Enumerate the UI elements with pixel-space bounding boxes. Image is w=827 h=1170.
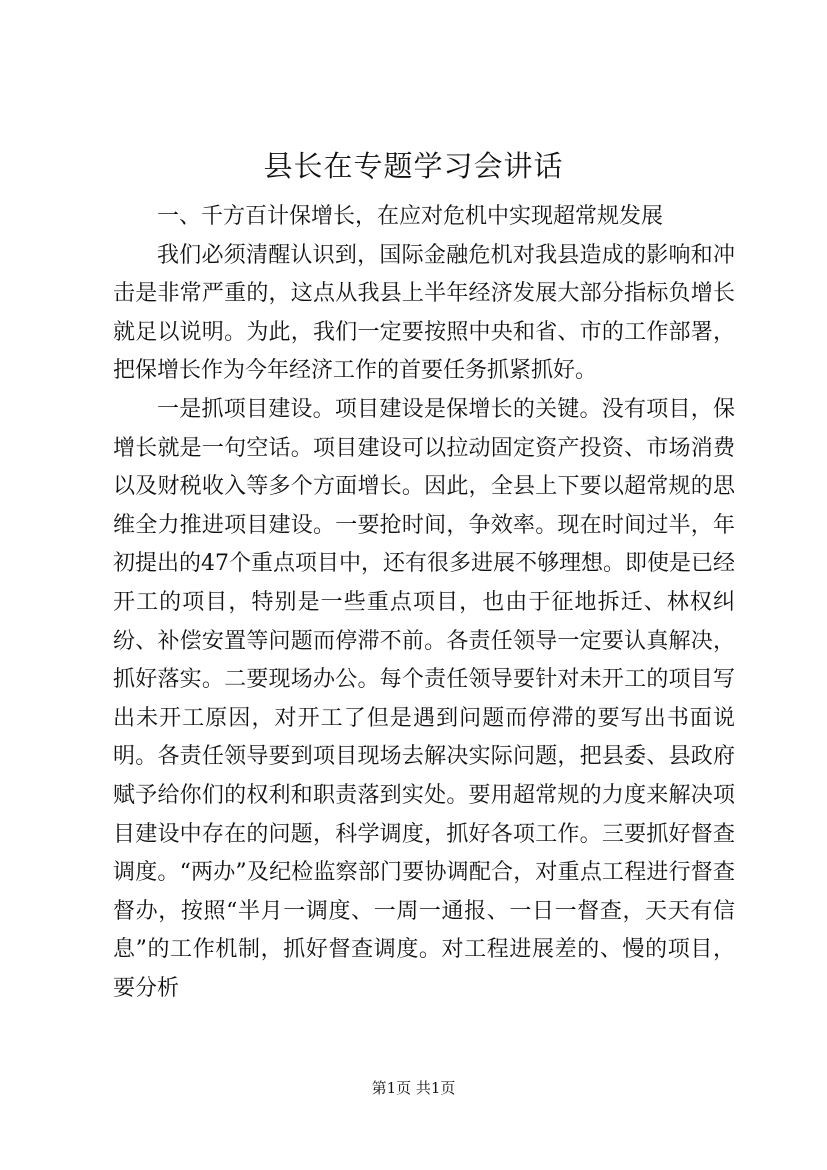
document-body xyxy=(113,198,735,1008)
paragraph: 一是抓项目建设。项目建设是保增长的关键。没有项目，保增长就是一句空话。项目建设可以拉动固定资产投资、市场消费以及财税收入等多个方面增长。因此，全县上下要以超常规的思维全力推进项目建设。一要抢时间，争效率。现在时间过半，年初提出的47个重点项目中，还有很多进展不够理想。即使是已经开工的项目，特别是一些重点项目，也由于征地拆迁、林权纠纷、补偿安置等问题而停滞不前。各责任领导一定要认真解决，抓好落实。二要现场办公。每个责任领导要针对未开工的项目写出未开工原因，对开工了但是遇到问题而停滞的要写出书面说明。各责任领导要到项目现场去解决实际问题，把县委、县政府赋予给你们的权利和职责落到实处。要用超常规的力度来解决项目建设中存在的问题，科学调度，抓好各项工作。三要抓好督查调度。“两办”及纪检监察部门要协调配合，对重点工程进行督查督办，按照“半月一调度、一周一通报、一日一督查，天天有信息”的工作机制，抓好督查调度。对工程进展差的、慢的项目，要分析 xyxy=(113,396,735,1001)
section-heading: 一、千方百计保增长，在应对危机中实现超常规发展 xyxy=(157,204,664,229)
paragraph: 我们必须清醒认识到，国际金融危机对我县造成的影响和冲击是非常严重的，这点从我县上半年经济发展大部分指标负增长就足以说明。为此，我们一定要按照中央和省、市的工作部署，把保增长作为今年经济工作的首要任务抓紧抓好。 xyxy=(113,242,735,384)
document-title: 县长在专题学习会讲话 xyxy=(263,149,564,183)
page-number-footer: 第1页 共1页 xyxy=(371,1079,456,1097)
